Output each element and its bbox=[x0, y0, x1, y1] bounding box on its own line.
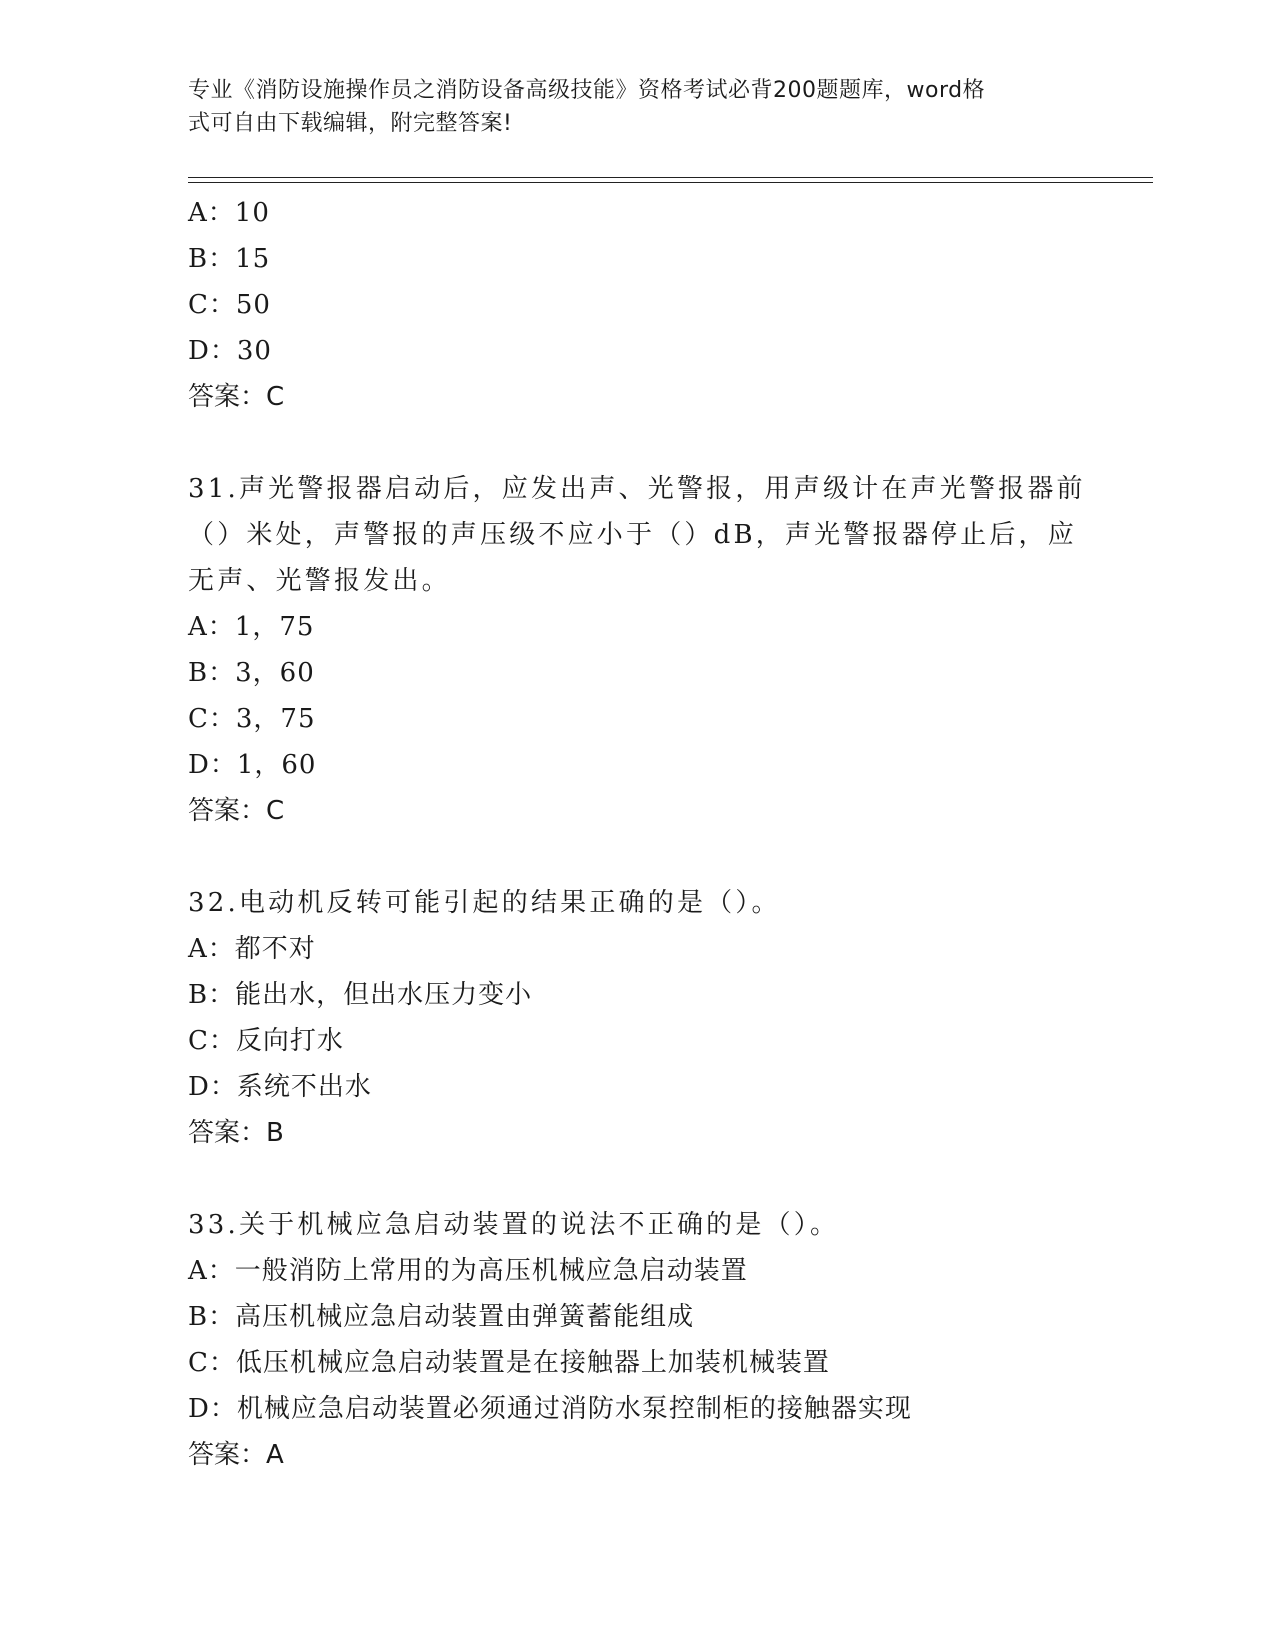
option-b: B：15 bbox=[188, 244, 271, 274]
option-c: C：3，75 bbox=[188, 704, 316, 734]
option-c: C：低压机械应急启动装置是在接触器上加装机械装置 bbox=[188, 1348, 830, 1378]
header-line-2: 式可自由下载编辑，附完整答案! bbox=[188, 111, 513, 136]
question-32 bbox=[188, 880, 1088, 1156]
option-b: B：高压机械应急启动装置由弹簧蓄能组成 bbox=[188, 1302, 695, 1332]
question-text: 32.电动机反转可能引起的结果正确的是（）。 bbox=[188, 888, 781, 918]
question-33 bbox=[188, 1202, 1088, 1478]
header-line-1: 专业《消防设施操作员之消防设备高级技能》资格考试必背200题题库，word格 bbox=[188, 78, 986, 103]
spacer bbox=[188, 420, 1088, 466]
answer: 答案：A bbox=[188, 1440, 284, 1470]
document-header bbox=[188, 74, 1068, 140]
option-d: D：1，60 bbox=[188, 750, 317, 780]
header-rule-bottom bbox=[188, 182, 1153, 183]
option-a: A：10 bbox=[188, 198, 270, 228]
option-d: D：30 bbox=[188, 336, 272, 366]
option-a: A：都不对 bbox=[188, 934, 316, 964]
option-d: D：机械应急启动装置必须通过消防水泵控制柜的接触器实现 bbox=[188, 1394, 912, 1424]
spacer bbox=[188, 834, 1088, 880]
answer: 答案：B bbox=[188, 1118, 284, 1148]
question-list bbox=[188, 190, 1088, 1478]
spacer bbox=[188, 1156, 1088, 1202]
option-b: B：3，60 bbox=[188, 658, 315, 688]
header-rule-top bbox=[188, 177, 1153, 178]
answer: 答案：C bbox=[188, 382, 285, 412]
option-c: C：反向打水 bbox=[188, 1026, 344, 1056]
question-text: 33.关于机械应急启动装置的说法不正确的是（）。 bbox=[188, 1210, 840, 1240]
question-30 bbox=[188, 190, 1088, 420]
option-b: B：能出水，但出水压力变小 bbox=[188, 980, 533, 1010]
question-31 bbox=[188, 466, 1088, 834]
answer: 答案：C bbox=[188, 796, 285, 826]
option-c: C：50 bbox=[188, 290, 271, 320]
option-a: A：1，75 bbox=[188, 612, 315, 642]
option-d: D：系统不出水 bbox=[188, 1072, 372, 1102]
question-text: 31.声光警报器启动后，应发出声、光警报，用声级计在声光警报器前（）米处，声警报的声压级不应小于（）dB，声光警报器停止后，应无声、光警报发出。 bbox=[188, 474, 1086, 596]
option-a: A：一般消防上常用的为高压机械应急启动装置 bbox=[188, 1256, 748, 1286]
